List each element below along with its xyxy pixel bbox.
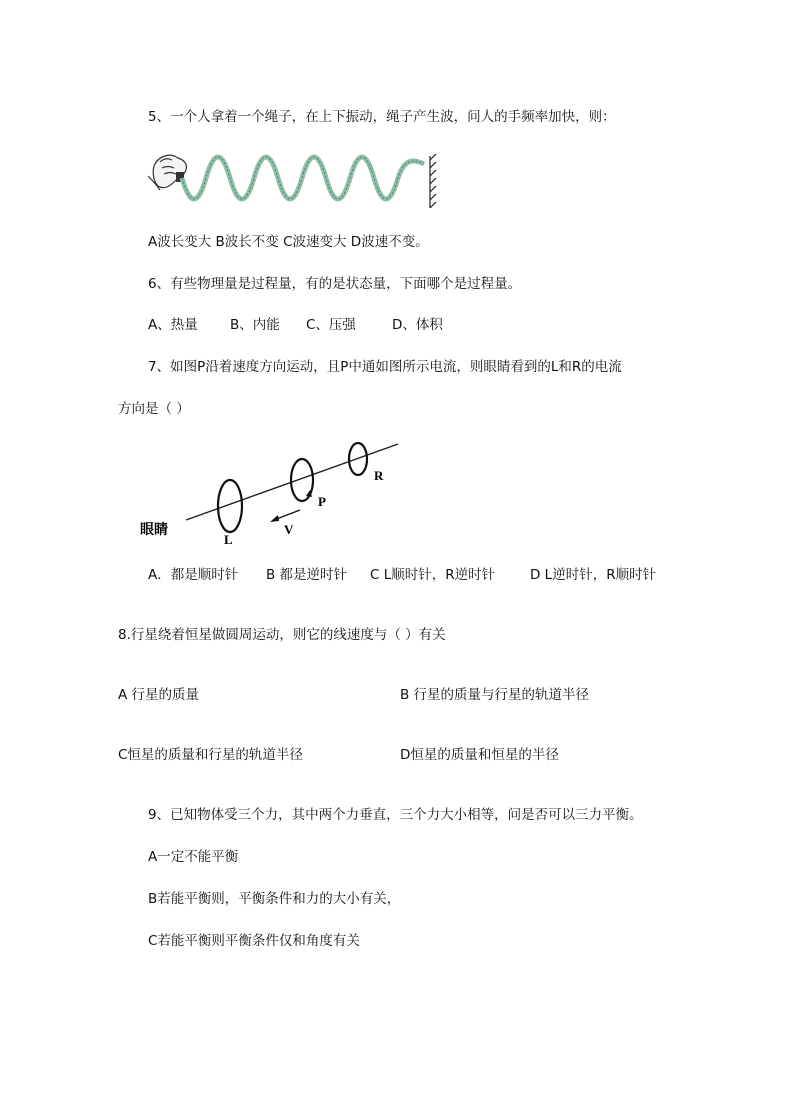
label-p: P: [318, 494, 326, 509]
q6-stem: 6、有些物理量是过程量，有的是状态量，下面哪个是过程量。: [148, 276, 522, 292]
q7-option-d: D L逆时针，R顺时针: [530, 567, 657, 583]
velocity-arrow-icon: [270, 510, 300, 522]
q9-option-b: B若能平衡则，平衡条件和力的大小有关，: [148, 891, 401, 907]
q9-option-a: A一定不能平衡: [148, 849, 239, 865]
q8-option-d: D恒星的质量和恒星的半径: [400, 747, 559, 763]
q8-option-a: A 行星的质量: [118, 687, 200, 703]
q7-stem-line1: 7、如图P沿着速度方向运动，且P中通如图所示电流，则眼睛看到的L和R的电流: [148, 359, 622, 375]
q8-stem: 8.行星绕着恒星做圆周运动，则它的线速度与（ ）有关: [118, 627, 446, 643]
q6-option-c: C、压强: [306, 317, 356, 333]
q9-stem: 9、已知物体受三个力，其中两个力垂直，三个力大小相等，问是否可以三力平衡。: [148, 807, 643, 823]
wave-rope-image: [148, 146, 438, 208]
rings-diagram: [140, 430, 410, 550]
q6-option-a: A、热量: [148, 317, 198, 333]
q7-stem-line2: 方向是（ ）: [118, 401, 190, 417]
eye-label: 眼睛: [140, 522, 168, 538]
wall-icon: [430, 154, 436, 208]
q7-option-a: A．都是顺时针: [148, 567, 239, 583]
q5-stem: 5、一个人拿着一个绳子，在上下振动，绳子产生波，问人的手频率加快，则：: [148, 109, 616, 125]
q8-option-c: C恒星的质量和行星的轨道半径: [118, 747, 303, 763]
label-v: V: [284, 522, 294, 537]
label-r: R: [374, 468, 384, 483]
q8-option-b: B 行星的质量与行星的轨道半径: [400, 687, 590, 703]
rings-figure: [140, 430, 410, 550]
q7-option-b: B 都是逆时针: [266, 567, 348, 583]
q5-options: A波长变大 B波长不变 C波速变大 D波速不变。: [148, 234, 429, 250]
ring-l: [218, 480, 242, 532]
wave-rope-figure: [148, 146, 438, 208]
wave-rope: [182, 157, 424, 199]
q9-option-c: C若能平衡则平衡条件仅和角度有关: [148, 933, 360, 949]
q7-option-c: C L顺时针，R逆时针: [370, 567, 496, 583]
q6-option-d: D、体积: [392, 317, 443, 333]
label-l: L: [224, 532, 233, 547]
q6-option-b: B、内能: [230, 317, 280, 333]
